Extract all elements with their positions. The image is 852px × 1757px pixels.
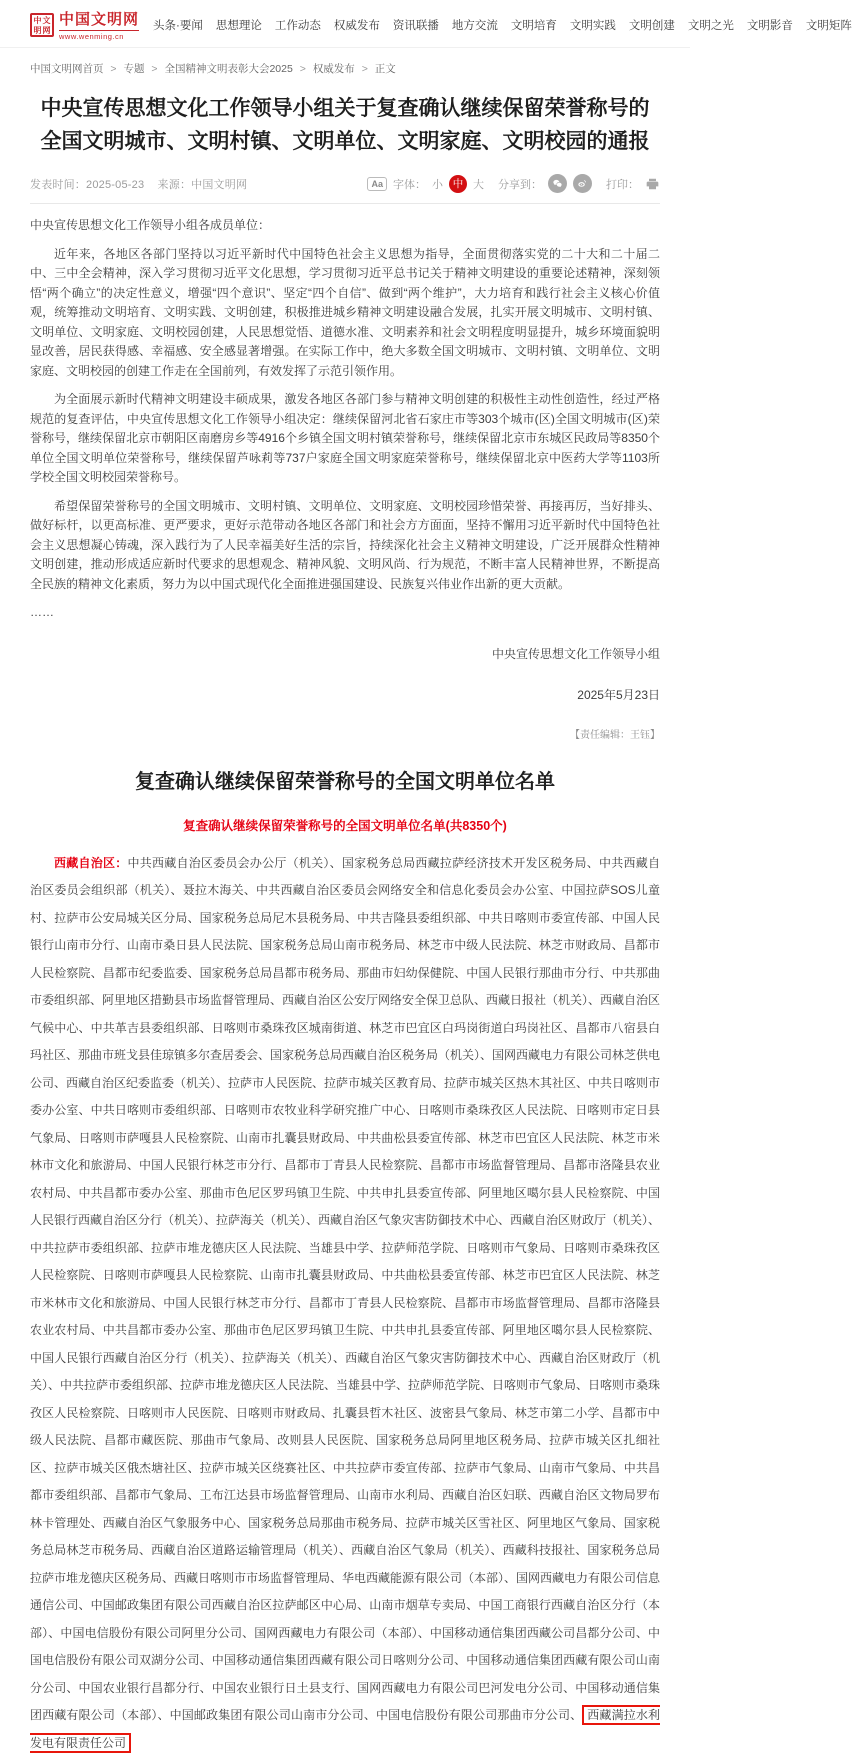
nav-item-local[interactable]: 地方交流 <box>452 17 498 33</box>
font-size-icon: Aa <box>367 177 387 191</box>
nav-item-media[interactable]: 文明影音 <box>747 17 793 33</box>
print-label: 打印： <box>606 176 639 192</box>
logo-seal-icon: 中 文 明 网 <box>30 13 54 37</box>
publish-time-value: 2025-05-23 <box>86 179 144 191</box>
share-label: 分享到： <box>498 176 542 192</box>
nav-item-creation[interactable]: 文明创建 <box>629 17 675 33</box>
article-sign-date: 2025年5月23日 <box>30 686 660 706</box>
publish-info <box>30 176 247 192</box>
nav-item-news[interactable]: 资讯联播 <box>393 17 439 33</box>
page-title-line2: 全国文明城市、文明村镇、文明单位、文明家庭、文明校园的通报 <box>41 130 650 153</box>
list-section-heading: 复查确认继续保留荣誉称号的全国文明单位名单 <box>30 765 660 794</box>
breadcrumb-separator: > <box>110 63 116 75</box>
article-paragraph: 希望保留荣誉称号的全国文明城市、文明村镇、文明单位、文明家庭、文明校园珍惜荣誉、再接再厉，当好排头、做好标杆，以更高标准、更严要求，更好示范带动各地区各部门和社会方方面面，坚持不懈用习近平新时代中国特色社会主义思想凝心铸魂，深入践行为了人民幸福美好生活的宗旨，持续深化社会主义精神文明建设，广泛开展群众性精神文明创建，推动形成适应新时代要求的思想观念、精神风貌、文明风尚、行为规范，不断丰富人民精神世界，不断提高全民族的精神文化素质，努力为以中国式现代化全面推进强国建设、民族复兴伟业作出新的更大贡献。 <box>30 497 660 595</box>
region-label: 西藏自治区： <box>54 856 127 870</box>
nav-item-work[interactable]: 工作动态 <box>275 17 321 33</box>
nav-item-practice[interactable]: 文明实践 <box>570 17 616 33</box>
weibo-share-icon[interactable] <box>573 174 592 193</box>
logo-title: 中国文明网 <box>59 8 139 29</box>
breadcrumb-separator: > <box>151 63 157 75</box>
article-salutation: 中央宣传思想文化工作领导小组各成员单位： <box>30 216 660 236</box>
logo-url: www.wenming.cn <box>59 30 139 41</box>
nav-item-light[interactable]: 文明之光 <box>688 17 734 33</box>
font-size-label: 字体： <box>393 176 426 192</box>
site-logo[interactable] <box>30 8 139 41</box>
font-medium-button[interactable]: 中 <box>449 175 467 193</box>
site-header <box>0 0 690 48</box>
breadcrumb-topic[interactable]: 专题 <box>123 63 144 75</box>
highlighted-unit: 西藏满拉水利发电有限责任公司 <box>30 1705 660 1753</box>
nav-item-official-release[interactable]: 权威发布 <box>334 17 380 33</box>
nav-item-matrix[interactable]: 文明矩阵 <box>806 17 852 33</box>
source-value: 中国文明网 <box>191 179 247 191</box>
units-list <box>30 850 660 1757</box>
font-small-button[interactable]: 小 <box>432 176 443 192</box>
article-paragraph: 近年来，各地区各部门坚持以习近平新时代中国特色社会主义思想为指导，全面贯彻落实党的二十大和二十届二中、三中全会精神，深入学习贯彻习近平文化思想，学习贯彻习近平总书记关于精神文明建设的重要论述精神，深刻领悟“两个确立”的决定性意义，增强“四个意识”、坚定“四个自信”、做到“两个维护”，大力培育和践行社会主义核心价值观，统筹推动文明培育、文明实践、文明创建，积极推进城乡精神文明建设融合发展，扎实开展文明城市、文明村镇、文明单位、文明家庭、文明校园创建，人民思想觉悟、道德水准、文明素养和社会文明程度明显提升，城乡环境面貌明显改善，居民获得感、幸福感、安全感显著增强。在实际工作中，绝大多数全国文明城市、文明村镇、文明单位、文明家庭、文明校园的创建工作走在全国前列，有效发挥了示范引领作用。 <box>30 245 660 382</box>
nav-item-theory[interactable]: 思想理论 <box>216 17 262 33</box>
nav-item-headlines[interactable]: 头条·要闻 <box>153 17 203 33</box>
editor-credit: 【责任编辑：王钰】 <box>30 726 660 741</box>
article-toolbar <box>367 174 660 193</box>
article-meta-bar <box>30 174 660 204</box>
print-icon[interactable] <box>645 177 660 191</box>
main-nav <box>153 17 852 33</box>
units-text: 中共西藏自治区委员会办公厅（机关）、国家税务总局西藏拉萨经济技术开发区税务局、中共西藏自治区委员会组织部（机关）、聂拉木海关、中共西藏自治区委员会网络安全和信息化委员会办公室、中国拉萨SOS儿童村、拉萨市公安局城关区分局、国家税务总局尼木县税务局、中共吉隆县委组织部、中共日喀则市委宣传部、中国人民银行山南市分行、山南市桑日县人民法院、国家税务总局山南市税务局、林芝市中级人民法院、林芝市财政局、昌都市人民检察院、昌都市纪委监委、国家税务总局昌都市税务局、那曲市妇幼保健院、中国人民银行那曲市分行、中共那曲市委组织部、阿里地区措勤县市场监督管理局、西藏自治区公安厅网络安全保卫总队、西藏日报社（机关）、西藏自治区气候中心、中共革吉县委组织部、日喀则市桑珠孜区城南街道、林芝市巴宜区白玛岗街道白玛岗社区、昌都市八宿县白玛社区、那曲市班戈县佳琼镇多尔查居委会、国家税务总局西藏自治区税务局（机关）、国网西藏电力有限公司林芝供电公司、西藏自治区纪委监委（机关）、拉萨市人民医院、拉萨市城关区教育局、拉萨市城关区热木其社区、中共日喀则市委办公室、中共日喀则市委组织部、日喀则市农牧业科学研究推广中心、日喀则市桑珠孜区人民法院、日喀则市定日县气象局、日喀则市萨嘎县人民检察院、山南市扎囊县财政局、中共曲松县委宣传部、林芝市巴宜区人民法院、林芝市米林市文化和旅游局、中国人民银行林芝市分行、昌都市丁青县人民检察院、昌都市市场监督管理局、昌都市洛隆县农业农村局、中共昌都市委办公室、那曲市色尼区罗玛镇卫生院、中共申扎县委宣传部、阿里地区噶尔县人民检察院、中国人民银行西藏自治区分行（机关）、拉萨海关（机关）、西藏自治区气象灾害防御技术中心、西藏自治区财政厅（机关）、中共拉萨市委组织部、拉萨市堆龙德庆区人民法院、当雄县中学、拉萨师范学院、日喀则市气象局、日喀则市桑珠孜区人民检察院、日喀则市萨嘎县人民检察院、山南市扎囊县财政局、中共曲松县委宣传部、林芝市巴宜区人民法院、林芝市米林市文化和旅游局、中国人民银行林芝市分行、昌都市丁青县人民检察院、昌都市市场监督管理局、昌都市洛隆县农业农村局、中共昌都市委办公室、那曲市色尼区罗玛镇卫生院、中共申扎县委宣传部、阿里地区噶尔县人民检察院、中国人民银行西藏自治区分行（机关）、拉萨海关（机关）、西藏自治区气象灾害防御技术中心、西藏自治区财政厅（机关）、中共拉萨市委组织部、拉萨市堆龙德庆区人民法院、当雄县中学、拉萨师范学院、日喀则市气象局、日喀则市桑珠孜区人民检察院、日喀则市人民医院、日喀则市财政局、扎囊县哲木社区、波密县气象局、林芝市第二小学、昌都市中级人民法院、昌都市藏医院、那曲市气象局、改则县人民医院、国家税务总局阿里地区税务局、拉萨市城关区扎细社区、拉萨市城关区俄杰塘社区、拉萨市城关区绕赛社区、中共拉萨市委宣传部、拉萨市气象局、山南市气象局、中共昌都市委组织部、昌都市气象局、工布江达县市场监督管理局、山南市水利局、西藏自治区妇联、西藏自治区文物局罗布林卡管理处、西藏自治区气象服务中心、国家税务总局那曲市税务局、拉萨市城关区雪社区、阿里地区气象局、国家税务总局林芝市税务局、西藏自治区道路运输管理局（机关）、西藏自治区气象局（机关）、西藏科技报社、国家税务总局拉萨市堆龙德庆区税务局、西藏日喀则市市场监督管理局、华电西藏能源有限公司（本部）、国网西藏电力有限公司信息通信公司、中国邮政集团有限公司西藏自治区拉萨邮区中心局、山南市烟草专卖局、中国工商银行西藏自治区分行（本部）、中国电信股份有限公司阿里分公司、国网西藏电力有限公司（本部）、中国移动通信集团西藏公司昌都分公司、中国电信股份有限公司双湖分公司、中国移动通信集团西藏有限公司日喀则分公司、中国移动通信集团西藏有限公司山南分公司、中国农业银行昌都分行、中国农业银行日土县支行、国网西藏电力有限公司巴河发电分公司、中国移动通信集团西藏有限公司（本部）、中国邮政集团有限公司山南市分公司、中国电信股份有限公司那曲市分公司、 <box>30 856 660 1723</box>
breadcrumb-separator: > <box>362 63 368 75</box>
wechat-share-icon[interactable] <box>548 174 567 193</box>
article-ellipsis: …… <box>30 603 660 623</box>
source-label: 来源： <box>158 179 192 191</box>
publish-time-label: 发表时间： <box>30 179 86 191</box>
page-title <box>40 92 650 158</box>
article-page <box>0 61 690 1757</box>
breadcrumb-home[interactable]: 中国文明网首页 <box>30 63 104 75</box>
breadcrumb-official-release[interactable]: 权威发布 <box>313 63 355 75</box>
article-paragraph: 为全面展示新时代精神文明建设丰硕成果，激发各地区各部门参与精神文明创建的积极性主动性创造性，经过严格规范的复查评估，中央宣传思想文化工作领导小组决定：继续保留河北省石家庄市等303个城市(区)全国文明城市(区)荣誉称号，继续保留北京市朝阳区南磨房乡等4916个乡镇全国文明村镇荣誉称号，继续保留北京市东城区民政局等8350个单位全国文明单位荣誉称号，继续保留芦咏莉等737户家庭全国文明家庭荣誉称号，继续保留北京中医药大学等1103所学校全国文明校园荣誉称号。 <box>30 390 660 488</box>
breadcrumb-ceremony-2025[interactable]: 全国精神文明表彰大会2025 <box>164 63 292 75</box>
breadcrumb-current: 正文 <box>375 63 396 75</box>
article-signature: 中央宣传思想文化工作领导小组 <box>30 645 660 665</box>
page-title-line1: 中央宣传思想文化工作领导小组关于复查确认继续保留荣誉称号的 <box>41 97 650 120</box>
article-body <box>30 216 660 706</box>
list-section-subheading: 复查确认继续保留荣誉称号的全国文明单位名单(共8350个) <box>30 816 660 834</box>
breadcrumb <box>30 61 660 76</box>
breadcrumb-separator: > <box>300 63 306 75</box>
font-large-button[interactable]: 大 <box>473 176 484 192</box>
nav-item-cultivation[interactable]: 文明培育 <box>511 17 557 33</box>
